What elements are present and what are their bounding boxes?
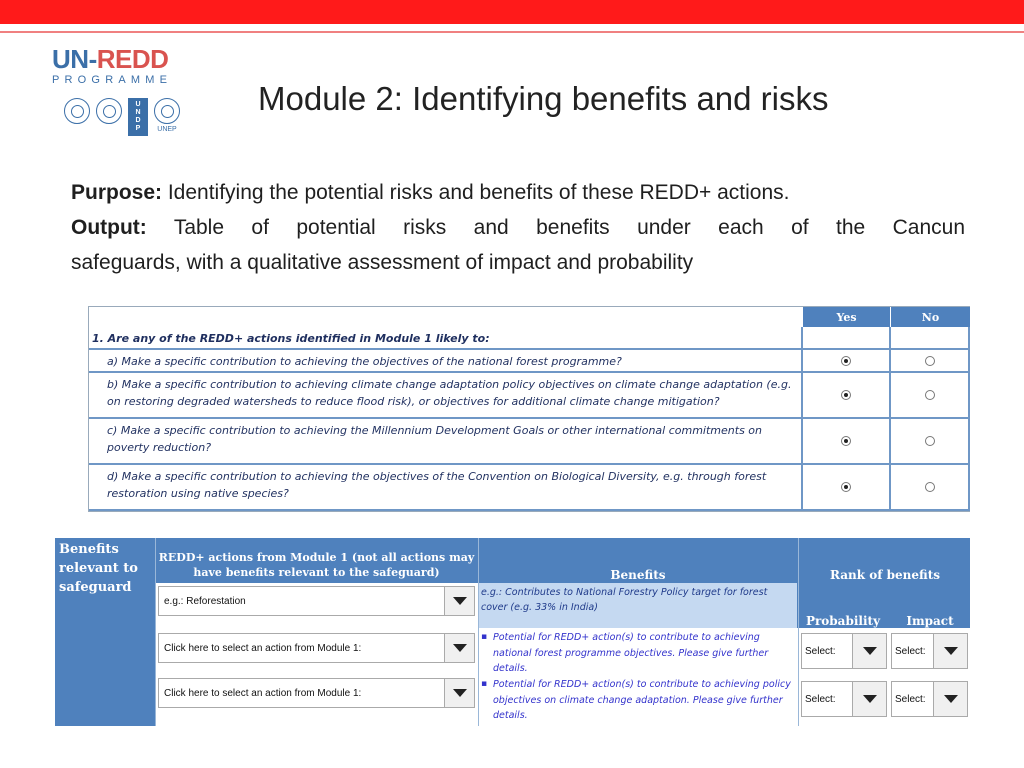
main-question-no-cell [891, 327, 970, 350]
main-question-yes-cell [803, 327, 891, 350]
impact-value: Select: [895, 693, 926, 705]
no-radio[interactable] [925, 482, 935, 492]
action-select-value: Click here to select an action from Module 1: [164, 642, 362, 654]
chevron-down-icon [453, 597, 467, 605]
output-text: Table of potential risks and benefits under each of the Cancun [146, 216, 965, 239]
dropdown-button[interactable] [933, 682, 967, 716]
output-line [71, 210, 965, 245]
question-no-cell [891, 419, 970, 465]
chevron-down-icon [863, 647, 877, 655]
no-radio[interactable] [925, 356, 935, 366]
chevron-down-icon [944, 695, 958, 703]
probability-value: Select: [805, 693, 836, 705]
action-select-dropdown[interactable] [158, 633, 475, 663]
no-radio[interactable] [925, 436, 935, 446]
no-column-header: No [891, 307, 970, 327]
question-yes-cell [803, 373, 891, 419]
undp-letter: P [135, 125, 141, 132]
benefit-text[interactable]: ▪ Potential for REDD+ action(s) to contribute to achieving national forest programme objectives. Please give further details. [481, 630, 795, 677]
logo-redd-text: REDD [96, 44, 169, 74]
benefits-table [55, 538, 970, 726]
action-select-dropdown[interactable] [158, 678, 475, 708]
page-title: Module 2: Identifying benefits and risks [258, 80, 829, 117]
undp-letter: N [135, 109, 141, 116]
un-emblem-icon [96, 98, 122, 124]
chevron-down-icon [453, 689, 467, 697]
no-radio[interactable] [925, 390, 935, 400]
unep-logo [154, 98, 180, 133]
un-redd-logo [52, 46, 187, 146]
purpose-line [71, 175, 965, 210]
question-no-cell [891, 465, 970, 511]
example-action-dropdown[interactable] [158, 586, 475, 616]
fao-emblem-icon [64, 98, 90, 124]
question-no-cell [891, 350, 970, 373]
undp-logo [128, 98, 148, 136]
logo-un-text: UN [52, 44, 89, 74]
chevron-down-icon [863, 695, 877, 703]
output-line-continued: safeguards, with a qualitative assessment of impact and probability [71, 251, 694, 274]
intro-text [71, 175, 965, 280]
logo-dash: - [88, 44, 97, 74]
safeguard-header: Benefits relevant to safeguard [59, 542, 138, 595]
main-question: 1. Are any of the REDD+ actions identified in Module 1 likely to: [89, 327, 803, 350]
logo-title [52, 46, 187, 72]
rank-title: Rank of benefits [830, 568, 940, 582]
probability-select[interactable] [801, 681, 887, 717]
top-accent-bar [0, 0, 1024, 24]
unep-emblem-icon [154, 98, 180, 124]
question-no-cell [891, 373, 970, 419]
dropdown-button[interactable] [933, 634, 967, 668]
impact-header: Impact [906, 614, 954, 628]
impact-value: Select: [895, 645, 926, 657]
benefit-text[interactable]: ▪ Potential for REDD+ action(s) to contribute to achieving policy objectives on climate change adaptation. Please give further details. [481, 677, 795, 724]
probability-select[interactable] [801, 633, 887, 669]
chevron-down-icon [944, 647, 958, 655]
question-row: c) Make a specific contribution to achieving the Millennium Development Goals or other international commitments on poverty reduction? [89, 419, 803, 465]
unep-label: UNEP [157, 126, 177, 133]
question-row: d) Make a specific contribution to achieving the objectives of the Convention on Biological Diversity, e.g. through forest restoration using native species? [89, 465, 803, 511]
purpose-label: Purpose: [71, 181, 163, 204]
question-yes-cell [803, 465, 891, 511]
questionnaire-table [88, 306, 970, 512]
dropdown-button[interactable] [852, 682, 886, 716]
purpose-text: Identifying the potential risks and benefits of these REDD+ actions. [162, 181, 790, 204]
impact-select[interactable] [891, 681, 968, 717]
output-label: Output: [71, 216, 147, 239]
probability-value: Select: [805, 645, 836, 657]
example-action-value: e.g.: Reforestation [164, 595, 246, 607]
logo-subtitle: PROGRAMME [52, 74, 173, 86]
dropdown-button[interactable] [444, 679, 474, 707]
yes-radio[interactable] [841, 482, 851, 492]
question-yes-cell [803, 350, 891, 373]
dropdown-button[interactable] [852, 634, 886, 668]
undp-letter: D [135, 117, 141, 124]
actions-header: REDD+ actions from Module 1 (not all actions may have benefits relevant to the safeguard) [155, 538, 477, 583]
action-select-value: Click here to select an action from Module 1: [164, 687, 362, 699]
dropdown-button[interactable] [444, 587, 474, 615]
probability-header: Probability [805, 614, 881, 628]
impact-select[interactable] [891, 633, 968, 669]
question-row: a) Make a specific contribution to achieving the objectives of the national forest programme? [89, 350, 803, 373]
dropdown-button[interactable] [444, 634, 474, 662]
benefits-header: Benefits [478, 538, 797, 583]
yes-radio[interactable] [841, 436, 851, 446]
yes-column-header: Yes [803, 307, 890, 327]
question-yes-cell [803, 419, 891, 465]
rank-header [798, 538, 970, 628]
yes-radio[interactable] [841, 390, 851, 400]
top-accent-line [0, 31, 1024, 33]
partner-emblems [64, 98, 180, 136]
chevron-down-icon [453, 644, 467, 652]
question-row: b) Make a specific contribution to achieving climate change adaptation policy objectives on climate change adaptation (e.g. on restoring degraded watersheds to reduce flood risk), or objectives for additional climate change mitigation? [89, 373, 803, 419]
undp-letter: U [135, 101, 141, 108]
yes-radio[interactable] [841, 356, 851, 366]
example-benefit-text: e.g.: Contributes to National Forestry Policy target for forest cover (e.g. 33% in India) [481, 587, 768, 613]
